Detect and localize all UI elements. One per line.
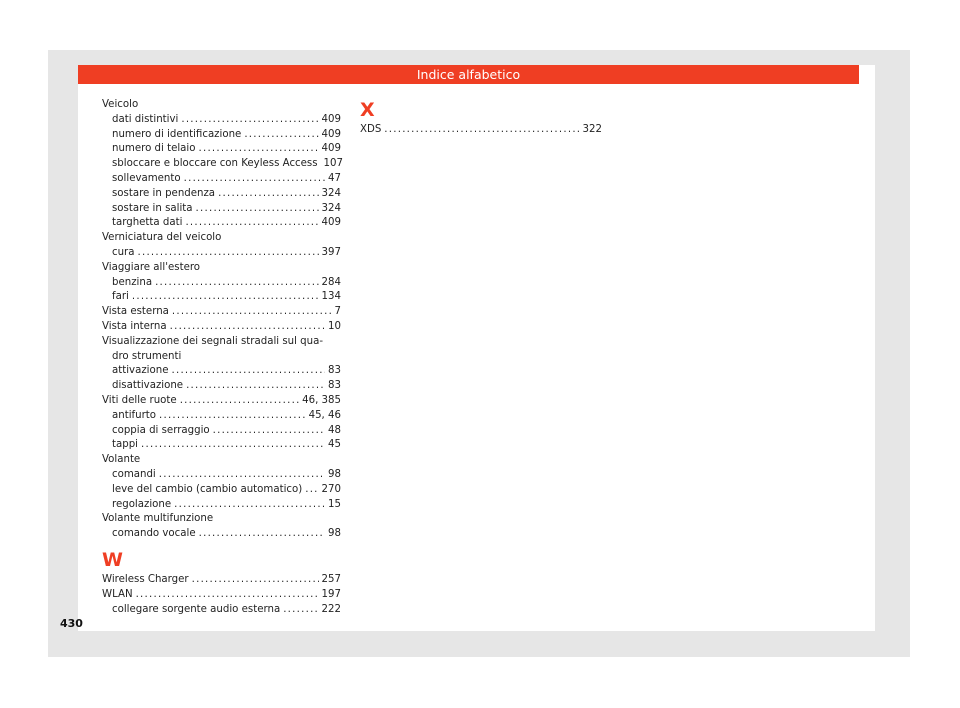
dot-leader bbox=[244, 128, 318, 143]
index-entry-term: Visualizzazione dei segnali stradali sul qua- bbox=[102, 335, 324, 347]
index-column-left bbox=[102, 98, 341, 617]
index-entry bbox=[102, 261, 341, 276]
index-entry-page-ref: 322 bbox=[582, 124, 602, 135]
dot-leader bbox=[174, 498, 325, 513]
page-number: 430 bbox=[60, 617, 83, 630]
dot-leader bbox=[192, 573, 319, 588]
index-subentry bbox=[102, 603, 341, 618]
dot-leader bbox=[180, 394, 299, 409]
index-entry-page-ref: 409 bbox=[321, 128, 341, 140]
index-entry-page-ref: 222 bbox=[321, 603, 341, 615]
index-entry-page-ref: 46, 385 bbox=[302, 394, 341, 406]
index-entry-page-ref: 270 bbox=[321, 483, 341, 495]
dot-leader bbox=[305, 483, 318, 498]
dot-leader bbox=[171, 364, 325, 379]
index-entry-term: dati distintivi bbox=[112, 113, 179, 125]
index-subentry bbox=[102, 483, 341, 498]
index-entry-term: Volante bbox=[102, 454, 141, 466]
dot-leader bbox=[185, 216, 318, 231]
index-entry-term: cura bbox=[112, 246, 135, 258]
index-entry-term: regolazione bbox=[112, 498, 172, 510]
dot-leader bbox=[186, 379, 325, 394]
dot-leader bbox=[138, 246, 319, 261]
index-entry-page-ref: 197 bbox=[321, 588, 341, 600]
index-entry-term: sostare in pendenza bbox=[112, 187, 216, 199]
index-letter-heading: X bbox=[360, 99, 375, 121]
index-entry bbox=[102, 573, 341, 588]
dot-leader bbox=[181, 113, 318, 128]
dot-leader bbox=[199, 527, 325, 542]
index-entry-page-ref: 98 bbox=[328, 468, 341, 480]
index-subentry bbox=[102, 290, 341, 305]
index-entry-term: Volante multifunzione bbox=[102, 513, 214, 525]
index-entry-term: Viaggiare all'estero bbox=[102, 261, 201, 273]
index-entry-page-ref: 7 bbox=[334, 306, 341, 318]
index-entry-term: comandi bbox=[112, 468, 156, 480]
index-entry bbox=[102, 394, 341, 409]
index-entry-page-ref: 409 bbox=[321, 143, 341, 155]
index-subentry bbox=[102, 157, 341, 172]
index-subentry bbox=[102, 202, 341, 217]
index-subentry bbox=[102, 424, 341, 439]
dot-leader bbox=[132, 290, 319, 305]
index-subentry bbox=[102, 113, 341, 128]
index-entry-page-ref: 257 bbox=[321, 573, 341, 585]
index-entry-term: antifurto bbox=[112, 409, 156, 421]
index-subentry bbox=[102, 128, 341, 143]
index-entry bbox=[360, 123, 602, 138]
index-entry-term: fari bbox=[112, 291, 129, 303]
dot-leader bbox=[159, 468, 325, 483]
index-entry-term: leve del cambio (cambio automatico) bbox=[112, 483, 303, 495]
index-entry-term: XDS bbox=[360, 124, 382, 135]
index-entry-term-continued: dro strumenti bbox=[112, 350, 182, 362]
index-subentry bbox=[102, 216, 341, 231]
index-subentry bbox=[102, 527, 341, 542]
dot-leader bbox=[136, 588, 319, 603]
index-entry-page-ref: 15 bbox=[328, 498, 341, 510]
index-entry-term: Wireless Charger bbox=[102, 573, 189, 585]
index-entry-page-ref: 10 bbox=[328, 320, 341, 332]
index-entry-page-ref: 324 bbox=[321, 202, 341, 214]
index-entry-term: WLAN bbox=[102, 588, 133, 600]
index-subentry bbox=[102, 364, 341, 379]
index-entry-term: attivazione bbox=[112, 365, 169, 377]
index-entry bbox=[102, 335, 341, 365]
dot-leader bbox=[196, 202, 319, 217]
index-entry-page-ref: 134 bbox=[321, 291, 341, 303]
index-entry-page-ref: 397 bbox=[321, 246, 341, 258]
index-entry-term: Viti delle ruote bbox=[102, 394, 177, 406]
index-entry-term: targhetta dati bbox=[112, 217, 183, 229]
index-entry-term: sostare in salita bbox=[112, 202, 193, 214]
dot-leader bbox=[384, 123, 579, 138]
index-entry-term: numero di telaio bbox=[112, 143, 196, 155]
index-entry-page-ref: 83 bbox=[328, 380, 341, 392]
index-subentry bbox=[102, 438, 341, 453]
index-subentry bbox=[102, 142, 341, 157]
index-entry-term: sbloccare e bloccare con Keyless Access bbox=[112, 158, 318, 170]
dot-leader bbox=[155, 276, 318, 291]
index-entry-page-ref: 324 bbox=[321, 187, 341, 199]
index-entry-page-ref: 107 bbox=[323, 158, 343, 170]
dot-leader bbox=[198, 142, 318, 157]
index-entry bbox=[102, 453, 341, 468]
index-entry-term: comando vocale bbox=[112, 528, 196, 540]
index-entry-term: collegare sorgente audio esterna bbox=[112, 603, 281, 615]
index-subentry bbox=[102, 246, 341, 261]
index-entry-term: Vista esterna bbox=[102, 306, 169, 318]
index-entry-page-ref: 45 bbox=[328, 439, 341, 451]
index-entry bbox=[102, 231, 341, 246]
index-subentry bbox=[102, 409, 341, 424]
index-entry-term: disattivazione bbox=[112, 380, 184, 392]
index-entry-term: tappi bbox=[112, 439, 139, 451]
index-entry-page-ref: 48 bbox=[328, 424, 341, 436]
index-entry-page-ref: 409 bbox=[321, 217, 341, 229]
index-subentry bbox=[102, 498, 341, 513]
index-entry-term: coppia di serraggio bbox=[112, 424, 210, 436]
dot-leader bbox=[159, 409, 306, 424]
index-entry bbox=[102, 320, 341, 335]
index-entry-page-ref: 284 bbox=[321, 276, 341, 288]
dot-leader bbox=[184, 172, 325, 187]
index-entry-page-ref: 83 bbox=[328, 365, 341, 377]
index-entry-page-ref: 45, 46 bbox=[308, 409, 341, 421]
index-entry-page-ref: 409 bbox=[321, 113, 341, 125]
index-subentry bbox=[102, 468, 341, 483]
index-entry-term: numero di identificazione bbox=[112, 128, 242, 140]
index-entry-page-ref: 47 bbox=[328, 172, 341, 184]
index-subentry bbox=[102, 187, 341, 202]
index-entry-term: sollevamento bbox=[112, 172, 181, 184]
dot-leader bbox=[141, 438, 325, 453]
dot-leader bbox=[283, 603, 318, 618]
section-header: Indice alfabetico bbox=[78, 65, 859, 84]
index-subentry bbox=[102, 276, 341, 291]
dot-leader bbox=[213, 424, 325, 439]
index-entry-term: Veicolo bbox=[102, 99, 139, 110]
index-entry bbox=[102, 98, 341, 113]
index-entry-term: Vista interna bbox=[102, 320, 167, 332]
index-entry-term: benzina bbox=[112, 276, 153, 288]
index-column-right bbox=[360, 98, 602, 138]
index-entry-page-ref: 98 bbox=[328, 528, 341, 540]
index-subentry bbox=[102, 172, 341, 187]
index-entry bbox=[102, 512, 341, 527]
index-subentry bbox=[102, 379, 341, 394]
index-entry bbox=[102, 588, 341, 603]
dot-leader bbox=[172, 305, 332, 320]
dot-leader bbox=[170, 320, 325, 335]
index-letter-heading: W bbox=[102, 548, 123, 571]
index-entry bbox=[102, 305, 341, 320]
dot-leader bbox=[218, 187, 318, 202]
index-entry-term: Verniciatura del veicolo bbox=[102, 232, 222, 244]
